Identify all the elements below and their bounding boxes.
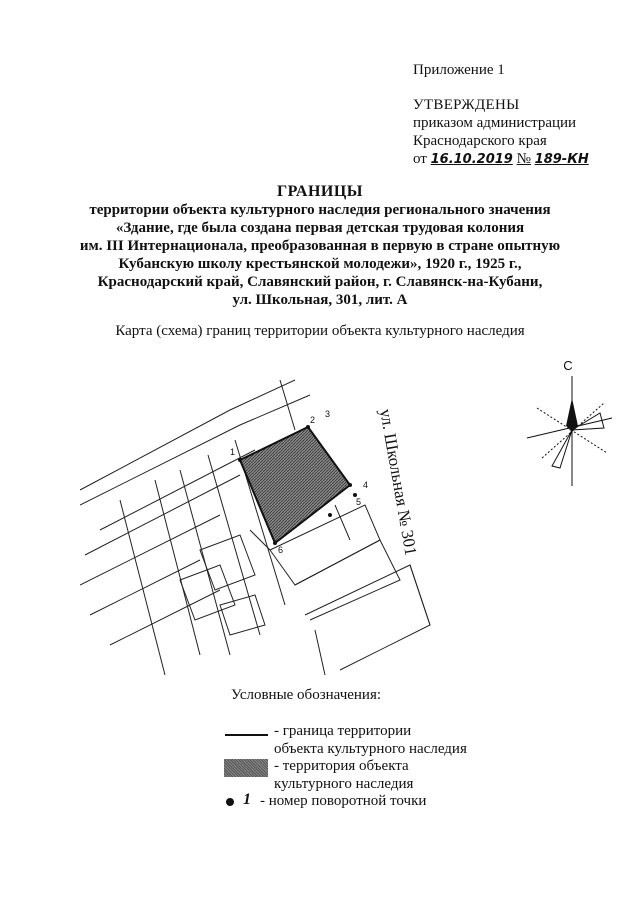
approval-number-sign: № — [516, 151, 531, 167]
approval-number: 189-КН — [534, 152, 589, 167]
title-line-6: ул. Школьная, 301, лит. А — [232, 292, 408, 308]
map-point-6: 6 — [278, 545, 284, 555]
north-compass — [512, 358, 622, 488]
approval-block — [413, 96, 589, 169]
title-line-5: Краснодарский край, Славянский район, г. Славянск-на-Кубани, — [97, 274, 543, 290]
street-label: ул. Школьная № 301 — [376, 407, 421, 557]
legend-territory-text — [274, 757, 413, 793]
approval-date: 16.10.2019 — [430, 152, 513, 167]
approval-line-1: приказом администрации — [413, 115, 577, 131]
map-point-3: 3 — [325, 409, 331, 419]
title-line-2: «Здание, где была создана первая детская трудовая колония — [115, 220, 525, 236]
legend-point-number: 1 — [243, 791, 251, 808]
map-point-1: 1 — [230, 447, 236, 457]
legend-point-text: - номер поворотной точки — [260, 793, 427, 809]
map-point-5: 5 — [356, 497, 362, 507]
document-title — [0, 183, 640, 309]
title-line-4: Кубанскую школу крестьянской молодежи», 1920 г., 1925 г., — [118, 256, 522, 272]
approval-line-2: Краснодарского края — [413, 133, 547, 149]
legend-boundary-line — [225, 734, 268, 736]
map-point-2: 2 — [310, 415, 316, 425]
map-point-4: 4 — [363, 480, 369, 490]
legend-boundary-text — [274, 722, 467, 758]
legend-boundary-line1: - граница территории — [274, 723, 412, 739]
approval-heading: УТВЕРЖДЕНЫ — [413, 97, 520, 113]
map-caption: Карта (схема) границ территории объекта культурного наследия — [115, 323, 525, 339]
compass-north-label: С — [563, 358, 573, 373]
appendix-label: Приложение 1 — [413, 62, 505, 78]
legend-territory-line2: культурного наследия — [274, 776, 414, 792]
legend-point-dot-icon — [226, 798, 234, 806]
legend-territory-line1: - территория объекта — [274, 758, 409, 774]
title-line-1: территории объекта культурного наследия регионального значения — [89, 202, 551, 218]
legend-title: Условные обозначения: — [231, 687, 382, 703]
cadastral-map — [80, 355, 450, 675]
legend-territory-swatch — [224, 759, 268, 777]
approval-date-line — [413, 150, 589, 169]
title-line-3: им. III Интернационала, преобразованная в первую в стране опытную — [79, 238, 561, 254]
title-heading: ГРАНИЦЫ — [276, 183, 363, 200]
legend-boundary-line2: объекта культурного наследия — [274, 741, 467, 757]
heritage-territory — [240, 427, 350, 543]
approval-from: от — [413, 151, 427, 167]
